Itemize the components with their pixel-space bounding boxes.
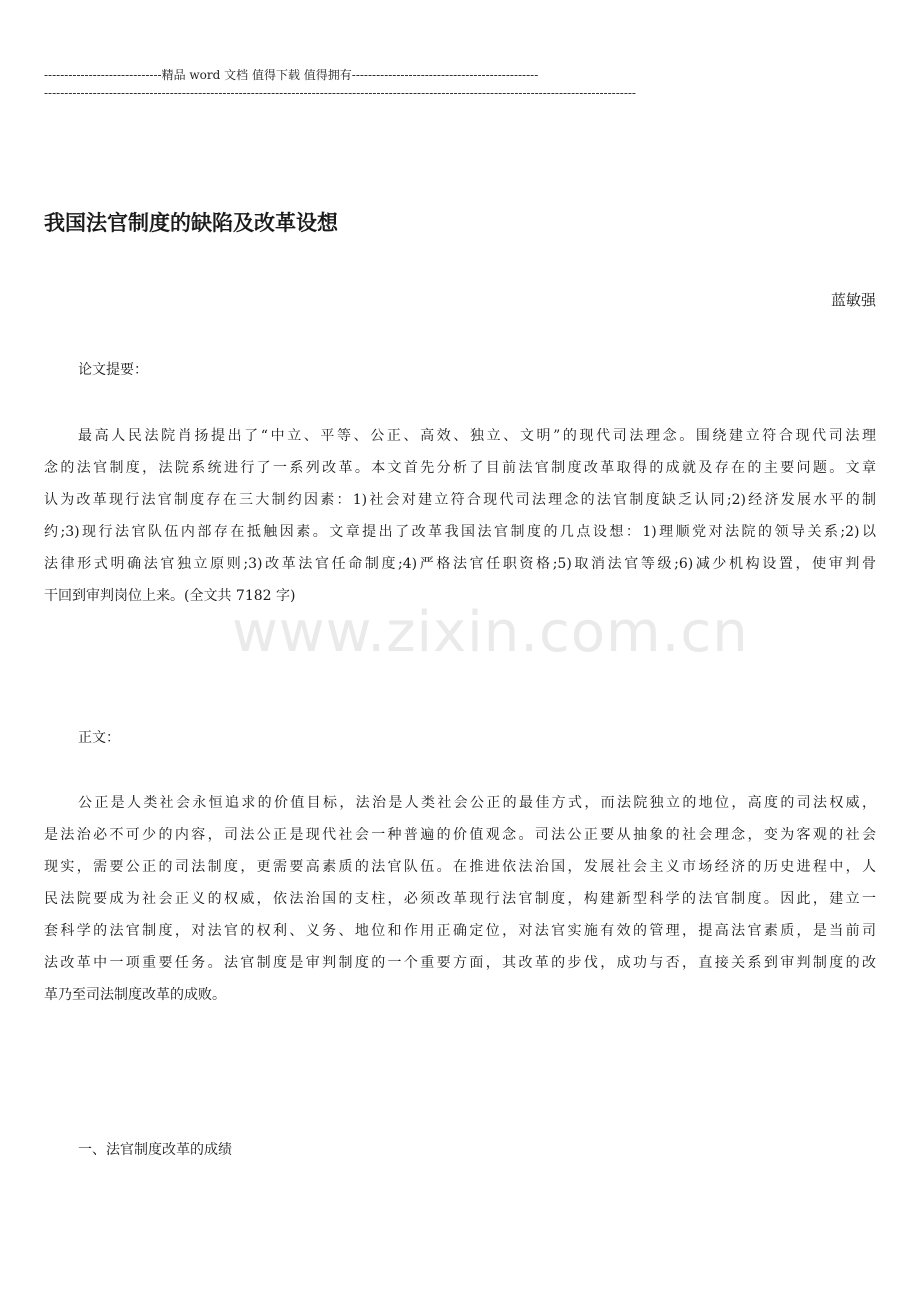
body-line: 法改革中一项重要任务。法官制度是审判制度的一个重要方面，其改革的步伐，成功与否，直接关系到审判制度的改: [44, 955, 876, 971]
body-line: 公正是人类社会永恒追求的价值目标，法治是人类社会公正的最佳方式，而法院独立的地位，高度的司法权威，: [78, 795, 876, 811]
header-dashed-line: --------------------------------------------------------------------------------------------------------------------------------------------------: [44, 86, 636, 100]
body-line: 革乃至司法制度改革的成败。: [44, 987, 226, 1003]
abstract-line: 干回到审判岗位上来。(全文共 7182 字): [44, 588, 296, 604]
body-line: 是法治必不可少的内容，司法公正是现代社会一种普遍的价值观念。司法公正要从抽象的社会理念，变为客观的社会: [44, 827, 876, 843]
body-paragraph: [44, 791, 876, 1015]
abstract-label: 论文提要：: [78, 362, 148, 378]
body-line: 套科学的法官制度，对法官的权利、义务、地位和作用正确定位，对法官实施有效的管理，提高法官素质，是当前司: [44, 923, 876, 939]
body-label: 正文：: [78, 730, 120, 746]
abstract-line: 认为改革现行法官制度存在三大制约因素：1)社会对建立符合现代司法理念的法官制度缺乏认同;2)经济发展水平的制: [44, 492, 876, 508]
body-line: 民法院要成为社会正义的权威，依法治国的支柱，必须改革现行法官制度，构建新型科学的法官制度。因此，建立一: [44, 891, 876, 907]
abstract-line: 法律形式明确法官独立原则;3)改革法官任命制度;4)严格法官任职资格;5)取消法官等级;6)减少机构设置，使审判骨: [44, 556, 876, 572]
document-title: 我国法官制度的缺陷及改革设想: [44, 211, 338, 235]
abstract-line: 最高人民法院肖扬提出了“中立、平等、公正、高效、独立、文明”的现代司法理念。围绕建立符合现代司法理: [78, 428, 876, 444]
section-heading: 一、法官制度改革的成绩: [78, 1142, 232, 1158]
author-name: 蓝敏强: [830, 291, 876, 309]
body-line: 现实，需要公正的司法制度，更需要高素质的法官队伍。在推进依法治国，发展社会主义市场经济的历史进程中，人: [44, 859, 876, 875]
abstract-paragraph: [44, 424, 876, 616]
header-banner-line: -----------------------------精品 word 文档 值得下载 值得拥有----------------------------------------------: [44, 68, 539, 82]
abstract-line: 约;3)现行法官队伍内部存在抵触因素。文章提出了改革我国法官制度的几点设想：1)理顺党对法院的领导关系;2)以: [44, 524, 876, 540]
watermark: www.zixin.com.cn: [232, 600, 749, 665]
abstract-line: 念的法官制度，法院系统进行了一系列改革。本文首先分析了目前法官制度改革取得的成就及存在的主要问题。文章: [44, 460, 876, 476]
